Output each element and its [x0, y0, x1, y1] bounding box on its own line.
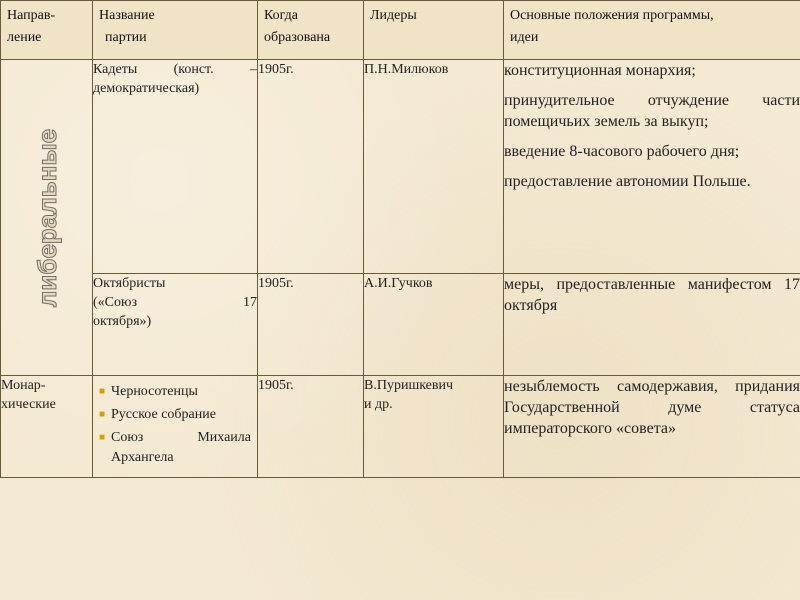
direction-liberal-label-svg: [27, 128, 67, 308]
header-party-name: [93, 1, 258, 60]
direction-monarchist-line1: Монар-: [1, 378, 46, 393]
cadets-name-word1: Кадеты: [93, 62, 138, 77]
header-program: [504, 1, 800, 60]
monarchist-party-name: Союз Михаила Архангела: [111, 430, 251, 465]
list-item: [99, 405, 251, 425]
monarchist-party-name: Русское собрание: [111, 407, 216, 422]
header-party-name-line2: партии: [105, 30, 147, 45]
octobrists-name-line2-left: («Союз: [93, 295, 137, 310]
header-leaders: [364, 1, 504, 60]
header-direction-line2: ление: [7, 30, 42, 45]
direction-liberal-cell: [1, 60, 93, 376]
cadets-leader: П.Н.Милюков: [364, 60, 504, 274]
direction-liberal-label: либеральные: [31, 128, 62, 307]
header-direction: [1, 1, 93, 60]
cadets-program-item: принудительное отчуждение части помещичьих земель за выкуп;: [504, 92, 800, 130]
row-monarchist: [1, 376, 800, 478]
cadets-program-cell: [504, 60, 800, 274]
header-leaders-label: Лидеры: [370, 8, 417, 23]
bullet-square-icon: ■: [99, 409, 106, 420]
list-item: [99, 382, 251, 402]
cadets-program-item: введение 8-часового рабочего дня;: [504, 143, 740, 160]
octobrists-name-line2: [93, 293, 257, 312]
monarchist-program: незыблемость самодержавия, придания Государственной думе статуса императорского «совета»: [504, 376, 800, 478]
octobrists-name-line3: октября»): [93, 314, 152, 329]
header-program-line2: идеи: [510, 30, 539, 45]
cadets-year: 1905г.: [258, 60, 364, 274]
list-item: [99, 428, 251, 468]
octobrists-name-line1: Октябристы: [93, 276, 166, 291]
cadets-program-item: конституционная монархия;: [504, 62, 696, 79]
header-direction-line1: Направ-: [7, 8, 56, 23]
monarchist-leader-cell: [364, 376, 504, 478]
header-founded: [258, 1, 364, 60]
cadets-name-line2: демократическая): [93, 81, 200, 96]
direction-monarchist-cell: [1, 376, 93, 478]
cadets-name-cell: [93, 60, 258, 274]
octobrists-name-cell: [93, 274, 258, 376]
monarchist-leader-line1: В.Пуришкевич: [364, 378, 454, 393]
header-program-line1: Основные положения программы,: [510, 8, 714, 23]
monarchist-party-name: Черносотенцы: [111, 384, 198, 399]
octobrists-year: 1905г.: [258, 274, 364, 376]
cadets-name-word3: –: [249, 62, 257, 77]
bullet-square-icon: ■: [99, 432, 106, 443]
monarchist-year: 1905г.: [258, 376, 364, 478]
octobrists-program: меры, предоставленные манифестом 17 октября: [504, 274, 800, 376]
cadets-program-item: предоставление автономии Польше.: [504, 173, 751, 190]
octobrists-name-line2-right: 17: [243, 295, 257, 310]
cadets-name-line1: [93, 60, 257, 79]
monarchist-parties-cell: [93, 376, 258, 478]
octobrists-leader: А.И.Гучков: [364, 274, 504, 376]
header-row: [1, 1, 800, 60]
row-octobrists: [1, 274, 800, 376]
header-founded-line1: Когда: [264, 8, 299, 23]
direction-monarchist-line2: хические: [1, 397, 56, 412]
header-founded-line2: образована: [264, 30, 331, 45]
monarchist-leader-line2: и др.: [364, 397, 393, 412]
direction-liberal-label-wrap: [1, 60, 92, 375]
monarchist-parties-list: [93, 376, 257, 475]
cadets-name-word2: (конст.: [173, 62, 214, 77]
bullet-square-icon: ■: [99, 386, 106, 397]
header-party-name-line1: Название: [99, 8, 155, 23]
row-cadets: [1, 60, 800, 274]
